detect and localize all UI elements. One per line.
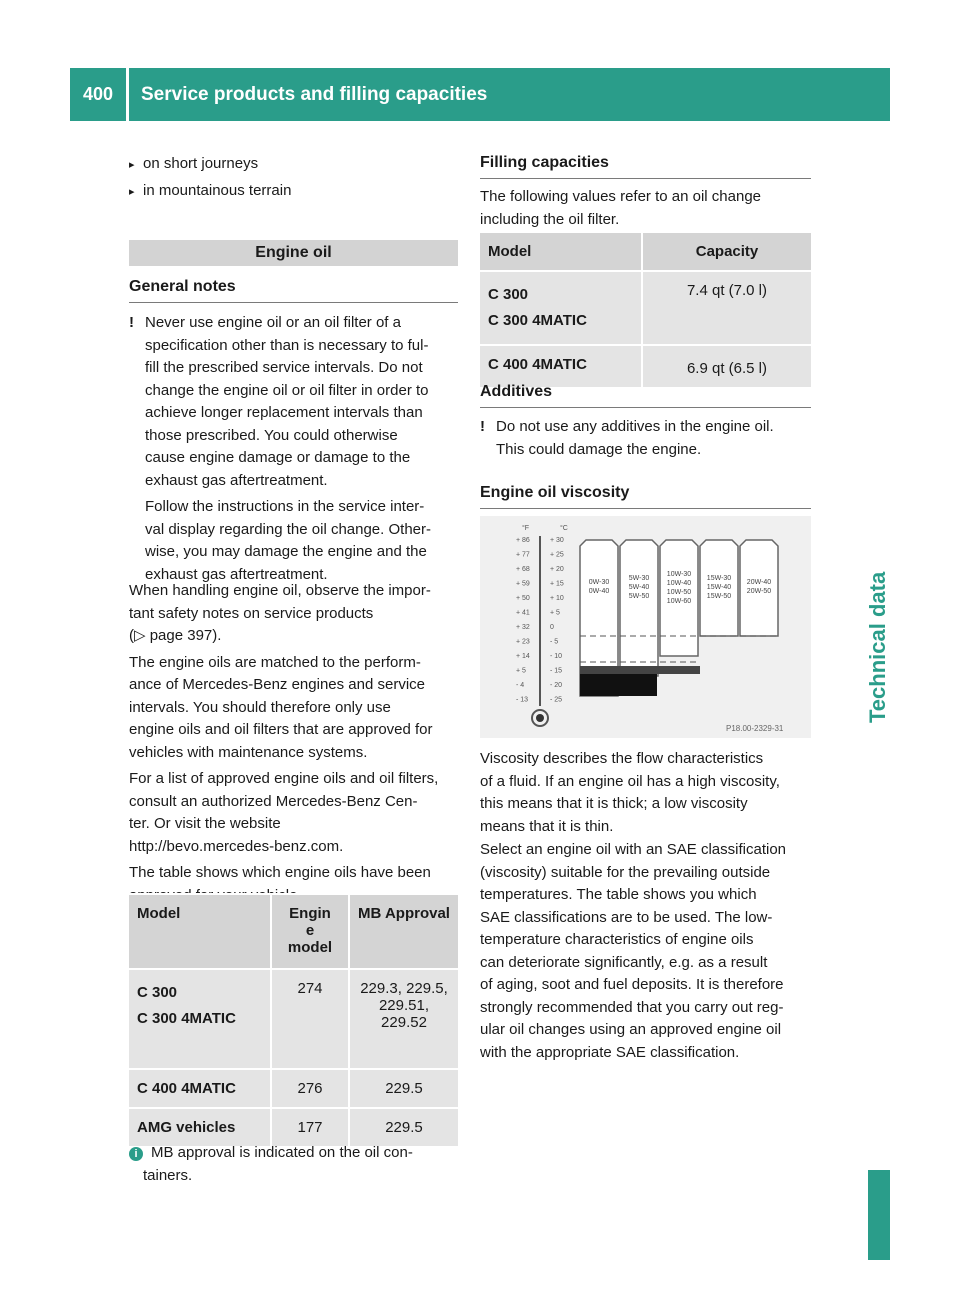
viscosity-grade-label: 10W-60 (666, 598, 692, 605)
body-line: engine oils and oil filters that are approved for (129, 721, 433, 738)
viscosity-text (480, 748, 820, 1064)
body-line: When handling engine oil, observe the impor- (129, 582, 431, 599)
additives-warning (480, 416, 815, 461)
cell-model: C 400 4MATIC (479, 345, 642, 388)
cell-capacity: 7.4 qt (7.0 l) (642, 271, 812, 345)
body-line: The following values refer to an oil change (480, 188, 762, 205)
section-title-engine-oil: Engine oil (129, 240, 458, 266)
cell-approval: 229.3, 229.5, 229.51, 229.52 (349, 969, 459, 1069)
side-tab-marker (868, 1170, 890, 1260)
table-row (128, 1069, 459, 1108)
viscosity-grade-label: 0W-30 (588, 579, 610, 586)
warning-line: cause engine damage or damage to the (145, 449, 411, 466)
viscosity-grade-label: 10W-40 (666, 580, 692, 587)
viscosity-column (620, 540, 658, 676)
heading-filling-capacities: Filling capacities (480, 154, 609, 171)
temp-f-tick: - 4 (516, 682, 525, 689)
body-line: temperatures. The table shows you which (480, 886, 757, 903)
temp-f-tick: + 86 (516, 537, 530, 544)
body-line: including the oil filter. (480, 210, 620, 228)
temp-c-tick: + 30 (550, 537, 564, 544)
warning-line: change the engine oil or oil filter in order to (145, 381, 429, 399)
low-temp-band-5w (580, 666, 700, 674)
temp-c-tick: 0 (550, 624, 554, 631)
temp-f-tick: + 23 (516, 638, 530, 646)
viscosity-grade-label: 5W-30 (628, 575, 650, 582)
heading-general-notes: General notes (129, 278, 236, 295)
viscosity-grade-label: 10W-30 (666, 571, 692, 578)
warning-notice (129, 312, 464, 586)
viscosity-column-shape (620, 540, 658, 676)
temp-c-tick: - 15 (550, 667, 563, 675)
cell-model: AMG vehicles (128, 1108, 271, 1147)
table-row (479, 345, 812, 388)
body-line: The engine oils are matched to the perform- (129, 653, 421, 671)
body-line: tant safety notes on service products (129, 604, 374, 622)
viscosity-column (700, 540, 738, 636)
body-line: means that it is thin. (480, 817, 614, 835)
body-line: Select an engine oil with an SAE classification (480, 841, 787, 858)
body-line: (▷ page 397). (129, 627, 222, 644)
cell-engine: 274 (271, 969, 349, 1069)
temp-c-tick: + 25 (550, 551, 564, 559)
warning-line: those prescribed. You could otherwise (145, 426, 398, 444)
col-header-model: Model (128, 894, 271, 969)
side-tab-label: Technical data (865, 571, 890, 723)
cell-approval: 229.5 (349, 1069, 459, 1108)
warning-line: achieve longer replacement intervals than (145, 404, 423, 421)
info-line: tainers. (143, 1166, 193, 1184)
table-row (479, 271, 812, 345)
temp-f-tick: + 68 (516, 566, 530, 573)
body-line: For a list of approved engine oils and oil filters, (129, 770, 439, 787)
body-line: The table shows which engine oils have been (129, 864, 431, 881)
viscosity-grade-label: 20W-50 (746, 588, 772, 595)
info-icon: i (129, 1147, 143, 1161)
body-line: consult an authorized Mercedes-Benz Cen- (129, 792, 418, 810)
bullet-item: ▸ on short journeys (129, 151, 459, 178)
heading-engine-oil-viscosity: Engine oil viscosity (480, 484, 630, 501)
cell-model: C 400 4MATIC (128, 1069, 271, 1108)
body-line: SAE classifications are to be used. The low- (480, 908, 773, 926)
page-title: Service products and filling capacities (129, 68, 890, 121)
viscosity-grade-label: 15W-50 (706, 593, 732, 600)
temp-c-tick: + 10 (550, 595, 564, 602)
viscosity-grade-label: 5W-50 (628, 593, 650, 600)
viscosity-grade-label: 5W-40 (628, 584, 650, 591)
col-header-model: Model (479, 232, 642, 271)
unit-c-label: °C (560, 525, 568, 532)
body-line: (viscosity) suitable for the prevailing outside (480, 863, 771, 881)
viscosity-column (660, 540, 698, 656)
col-header-approval: MB Approval (349, 894, 459, 969)
info-line: MB approval is indicated on the oil con- (151, 1144, 413, 1161)
warning-icon: ! (129, 314, 134, 331)
warning-line: Do not use any additives in the engine oil. (496, 418, 774, 435)
capacity-table (478, 231, 813, 389)
warning-line: fill the prescribed service intervals. Do not (145, 359, 423, 376)
body-line: ular oil changes using an approved engine oil (480, 1021, 782, 1038)
temp-f-tick: + 32 (516, 624, 530, 631)
page-number: 400 (70, 68, 126, 121)
body-line: strongly recommended that you carry out reg- (480, 998, 784, 1016)
viscosity-column (740, 540, 778, 636)
temp-f-tick: - 13 (516, 696, 529, 704)
warning-line: exhaust gas aftertreatment. (145, 565, 328, 583)
bullet-item: ▸ in mountainous terrain (129, 178, 459, 205)
body-line: intervals. You should therefore only use (129, 698, 391, 716)
cell-approval: 229.5 (349, 1108, 459, 1147)
warning-line: This could damage the engine. (496, 440, 702, 458)
warning-line: Never use engine oil or an oil filter of a (145, 314, 401, 331)
temp-c-tick: - 5 (550, 638, 559, 646)
body-line: Viscosity describes the flow characteristics (480, 750, 764, 767)
warning-line: wise, you may damage the engine and the (145, 543, 427, 560)
temp-c-tick: + 20 (550, 566, 564, 573)
viscosity-grade-label: 10W-50 (666, 589, 692, 596)
body-line: ance of Mercedes-Benz engines and service (129, 676, 426, 693)
body-line: of aging, soot and fuel deposits. It is therefore (480, 976, 784, 993)
temp-f-tick: + 77 (516, 551, 530, 559)
body-line: of a fluid. If an engine oil has a high viscosity, (480, 772, 780, 790)
low-temp-band-0w (580, 674, 657, 696)
figure-id: P18.00-2329-31 (726, 724, 784, 733)
divider (480, 508, 811, 509)
cell-engine: 276 (271, 1069, 349, 1108)
divider (480, 407, 811, 408)
viscosity-grade-label: 20W-40 (746, 579, 772, 586)
viscosity-grade-label: 15W-40 (706, 584, 732, 591)
body-line: ter. Or visit the website (129, 815, 281, 832)
col-header-engine: Engin e model (271, 894, 349, 969)
body-line: http://bevo.mercedes-benz.com. (129, 837, 344, 855)
viscosity-chart-svg (480, 516, 811, 738)
warning-icon: ! (480, 418, 485, 435)
col-header-capacity: Capacity (642, 232, 812, 271)
body-line: temperature characteristics of engine oils (480, 931, 754, 948)
temp-c-tick: + 15 (550, 580, 564, 588)
temp-f-tick: + 5 (516, 667, 526, 675)
filling-intro (480, 186, 815, 231)
cell-model: C 300 C 300 4MATIC (479, 271, 642, 345)
warning-line: exhaust gas aftertreatment. (145, 471, 328, 489)
body-line: can deteriorate significantly, e.g. as a result (480, 953, 768, 971)
viscosity-chart (480, 516, 811, 738)
divider (480, 178, 811, 179)
viscosity-grade-label: 0W-40 (588, 588, 610, 595)
approval-table (127, 893, 460, 1148)
heading-additives: Additives (480, 383, 553, 400)
temp-f-tick: + 50 (516, 595, 530, 602)
warning-line: val display regarding the oil change. Other- (145, 520, 431, 538)
cell-capacity: 6.9 qt (6.5 l) (642, 345, 812, 388)
info-note (129, 1142, 464, 1187)
warning-line: Follow the instructions in the service inter- (145, 498, 425, 515)
warning-line: specification other than is necessary to ful- (145, 336, 429, 354)
cell-model: C 300 C 300 4MATIC (128, 969, 271, 1069)
temp-f-tick: + 59 (516, 580, 530, 588)
body-line: this means that it is thick; a low viscosity (480, 795, 748, 812)
viscosity-grade-label: 15W-30 (706, 575, 732, 582)
temp-c-tick: + 5 (550, 609, 560, 617)
temp-c-tick: - 10 (550, 653, 563, 660)
temp-f-tick: + 14 (516, 653, 530, 660)
thermometer-bulb-fill (536, 714, 544, 722)
unit-f-label: °F (522, 525, 530, 532)
temp-f-tick: + 41 (516, 609, 530, 617)
temp-c-tick: - 20 (550, 682, 563, 689)
temp-c-tick: - 25 (550, 696, 563, 704)
table-row (128, 969, 459, 1069)
bullet-list (129, 151, 459, 205)
body-line: with the appropriate SAE classification. (480, 1043, 740, 1061)
divider (129, 302, 458, 303)
body-line: vehicles with maintenance systems. (129, 743, 368, 761)
body-text (129, 580, 464, 907)
cell-engine: 177 (271, 1108, 349, 1147)
